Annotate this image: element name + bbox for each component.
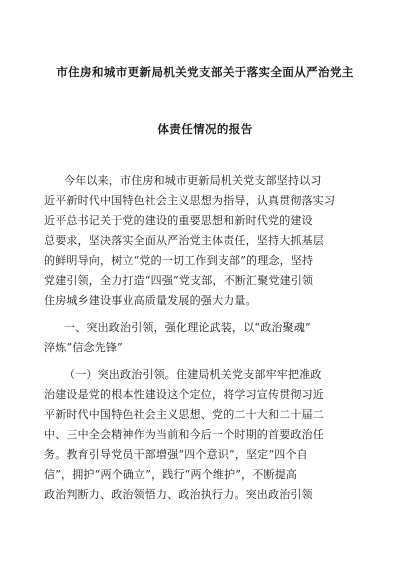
text-line: 近平总书记关于党的建设的重要思想和新时代党的建设 xyxy=(44,214,313,227)
document-title-line-1: 市住房和城市更新局机关党支部关于落实全面从严治党主 xyxy=(56,65,354,79)
text-line: 治建设是党的根本性建设这个定位，将学习宣传贯彻习近 xyxy=(44,388,324,401)
text-line: 党建引领，全力打造“四强”党支部，不断汇聚党建引领 xyxy=(44,274,314,287)
text-line: 今年以来，市住房和城市更新局机关党支部坚持以习 xyxy=(64,174,322,187)
text-line: 住房城乡建设事业高质量发展的强大力量。 xyxy=(44,294,257,307)
text-line: 一、突出政治引领，强化理论武装，以“政治聚魂” xyxy=(64,321,311,334)
text-line: 淬炼“信念先锋” xyxy=(44,341,123,354)
text-line: 平新时代中国特色社会主义思想、党的二十大和二十届二 xyxy=(44,408,324,421)
text-line: 务。教育引导党员干部增强“四个意识”，坚定“四个自 xyxy=(44,448,308,461)
text-line: 总要求，坚决落实全面从严治党主体责任，坚持大抓基层 xyxy=(44,234,324,247)
text-line: 的鲜明导向，树立“党的一切工作到支部”的理念，坚持 xyxy=(44,254,314,267)
text-line: 近平新时代中国特色社会主义思想为指导，认真贯彻落实习 xyxy=(44,194,336,207)
text-line: （一）突出政治引领。住建局机关党支部牢牢把准政 xyxy=(64,368,322,381)
text-line: 信”，拥护“两个确立”，践行“两个维护”，不断提高 xyxy=(44,468,298,481)
text-line: 政治判断力、政治领悟力、政治执行力。突出政治引领 xyxy=(44,488,313,501)
text-line: 中、三中全会精神作为当前和今后一个时期的首要政治任 xyxy=(44,428,324,441)
document-title-line-2: 体责任情况的报告 xyxy=(157,122,253,136)
